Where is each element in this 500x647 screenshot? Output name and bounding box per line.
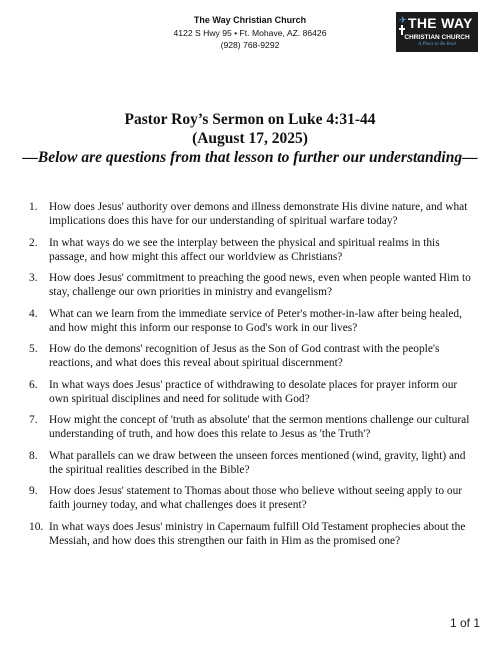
question-text: How does Jesus' commitment to preaching the good news, even when people wanted Him to stay, challenge our own priorities in ministry and evangelism?	[49, 272, 471, 298]
question-item	[24, 520, 476, 548]
logo-tagline: A Place to Be Real	[418, 42, 456, 47]
question-item	[24, 449, 476, 477]
sermon-title: Pastor Roy’s Sermon on Luke 4:31-44	[124, 111, 376, 128]
logo-subtitle: CHRISTIAN CHURCH	[404, 34, 470, 41]
question-item	[24, 271, 476, 299]
sermon-subtitle: —Below are questions from that lesson to further our understanding—	[22, 149, 478, 166]
sermon-title-block	[0, 110, 500, 167]
question-text: How do the demons' recognition of Jesus as the Son of God contrast with the people's reactions, and what does this reveal about spiritual discernment?	[49, 343, 440, 369]
question-text: In what ways do we see the interplay between the physical and spiritual realms in this passage, and how might this affect our worldview as Christians?	[49, 236, 440, 263]
church-name: The Way Christian Church	[193, 15, 307, 25]
question-item	[24, 413, 476, 441]
question-number: 1.	[29, 201, 38, 213]
question-item	[24, 484, 476, 512]
question-text: In what ways does Jesus' ministry in Capernaum fulfill Old Testament prophecies about the Messiah, and how does this strengthen our faith in Him as the promised one?	[49, 520, 466, 547]
church-phone: (928) 768-9292	[220, 40, 280, 50]
question-item	[24, 200, 476, 228]
question-item	[24, 307, 476, 335]
question-text: What can we learn from the immediate service of Peter's mother-in-law after being healed, and how might this inform our response to God's work in our lives?	[49, 307, 462, 334]
question-number: 2.	[29, 236, 38, 249]
question-item	[24, 378, 476, 406]
question-number: 6.	[29, 378, 38, 391]
question-text: In what ways does Jesus' practice of withdrawing to desolate places for prayer inform our own spiritual disciplines and need for solitude with God?	[49, 378, 458, 405]
question-list	[24, 200, 476, 555]
question-item	[24, 236, 476, 264]
question-number: 9.	[29, 485, 38, 497]
dove-icon: ✈	[399, 15, 407, 25]
question-text: How does Jesus' statement to Thomas about those who believe without seeing apply to our faith journey today, and what challenges does it present?	[49, 485, 463, 511]
question-text: How might the concept of 'truth as absolute' that the sermon mentions challenge our cultural understanding of truth, and how does this relate to Jesus as 'the Truth'?	[49, 414, 470, 440]
question-number: 8.	[29, 449, 38, 462]
question-text: How does Jesus' authority over demons and illness demonstrate His divine nature, and what implications does this have for our understanding of spiritual warfare today?	[49, 201, 468, 227]
sermon-date: (August 17, 2025)	[192, 130, 308, 147]
logo-title: THE WAY	[408, 15, 473, 31]
question-number: 10.	[29, 520, 44, 533]
question-item	[24, 342, 476, 370]
page-indicator: 1 of 1	[449, 616, 480, 630]
question-number: 3.	[29, 272, 38, 284]
question-text: What parallels can we draw between the unseen forces mentioned (wind, gravity, light) and the spiritual realities described in the Bible?	[49, 449, 466, 476]
question-number: 5.	[29, 343, 38, 355]
church-logo	[396, 12, 478, 52]
question-number: 4.	[29, 307, 38, 320]
church-address: 4122 S Hwy 95 • Ft. Mohave, AZ. 86426	[173, 27, 327, 38]
question-number: 7.	[29, 414, 38, 426]
